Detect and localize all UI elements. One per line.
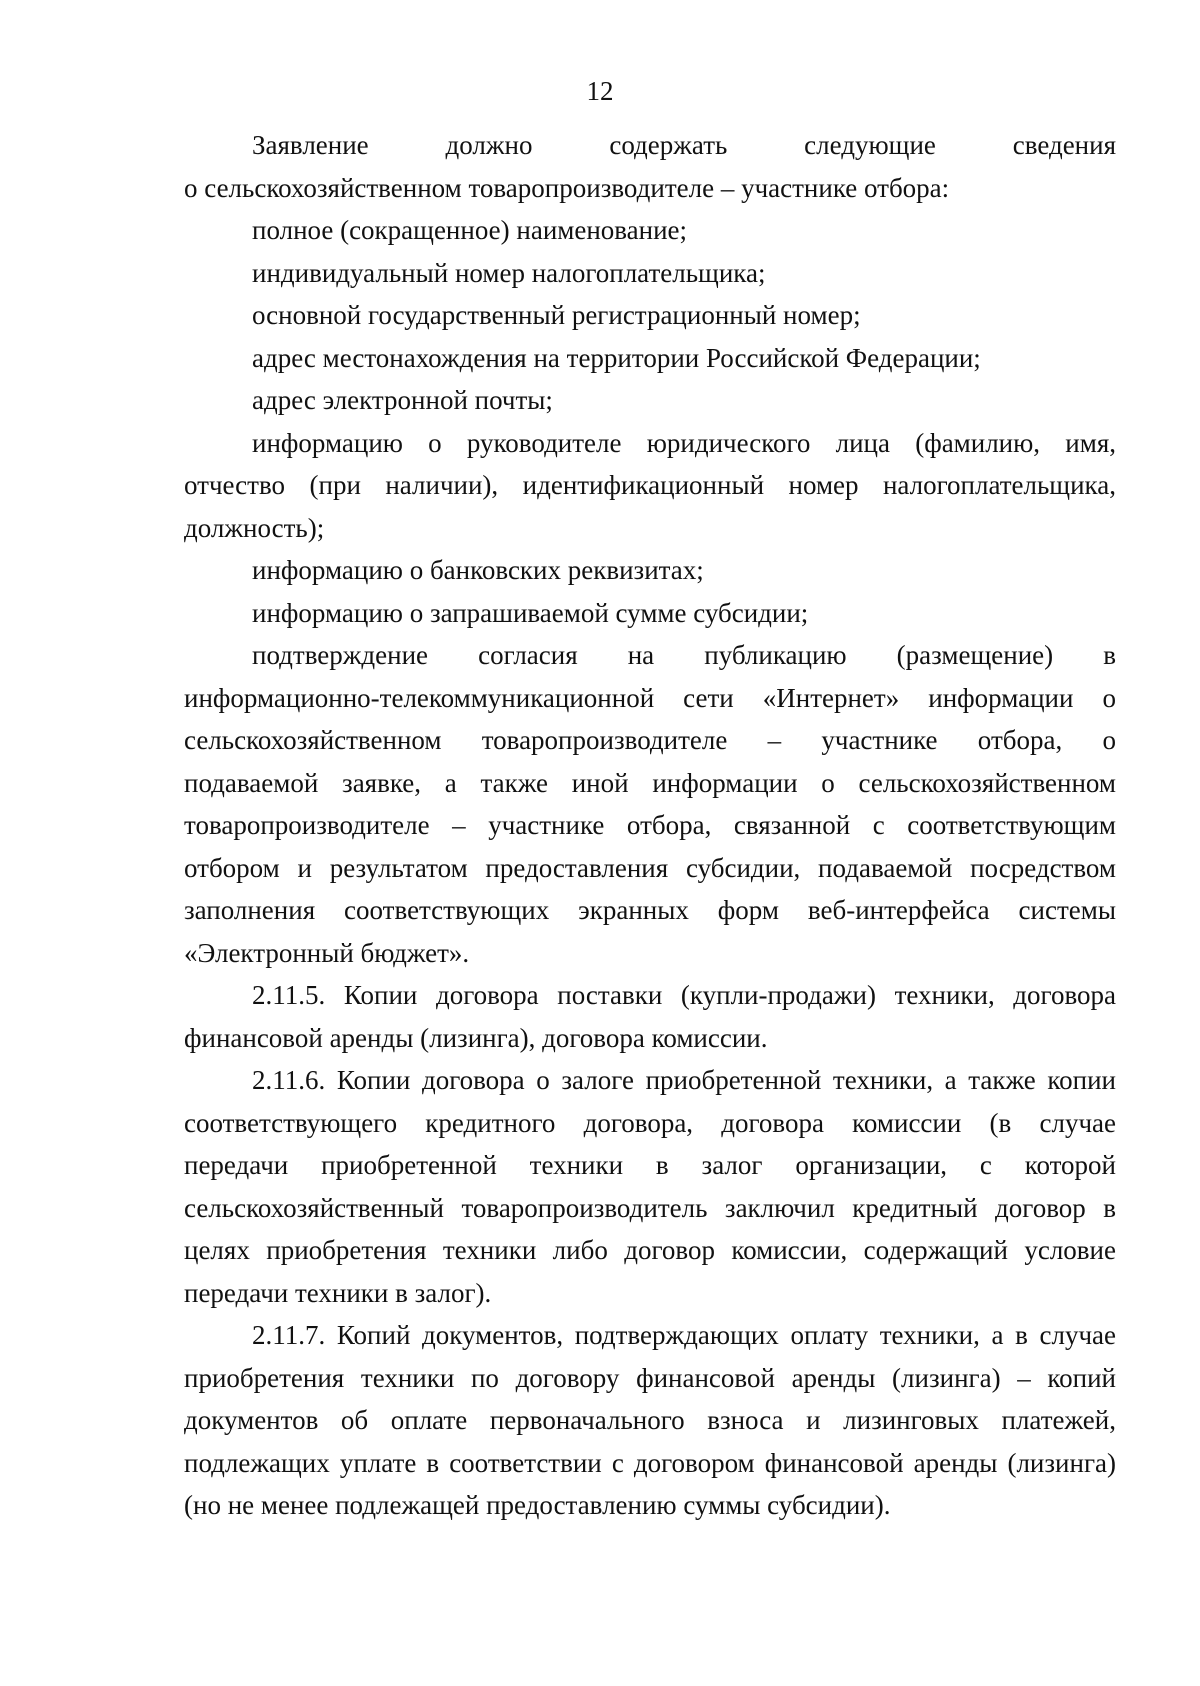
paragraph-2-11-7-line-2: приобретения техники по договору финансовой аренды (лизинга) – копий [184,1362,1116,1393]
list-item-inn: индивидуальный номер налогоплательщика; [252,257,766,288]
list-item-subsidy-amount: информацию о запрашиваемой сумме субсидии; [252,597,809,628]
intro-line-1: Заявление должно содержать следующие сведения [252,130,1116,160]
list-item-consent-line-7: заполнения соответствующих экранных форм веб-интерфейса системы [184,895,1116,925]
list-item-consent-line-4: подаваемой заявке, а также иной информации о сельскохозяйственном [184,767,1116,798]
list-item-consent-line-1: подтверждение согласия на публикацию (размещение) в [252,640,1116,670]
list-item-ogrn: основной государственный регистрационный номер; [252,300,861,330]
list-item-address: адрес местонахождения на территории Российской Федерации; [252,342,981,373]
list-item-full-name: полное (сокращенное) наименование; [252,215,688,245]
paragraph-2-11-6-line-5: целях приобретения техники либо договор комиссии, содержащий условие [184,1235,1116,1265]
intro-line-2: о сельскохозяйственном товаропроизводителе – участнике отбора: [184,172,950,203]
paragraph-2-11-6-line-4: сельскохозяйственный товаропроизводитель заключил кредитный договор в [184,1192,1116,1223]
list-item-bank-details: информацию о банковских реквизитах; [252,555,704,585]
paragraph-2-11-7-line-3: документов об оплате первоначального взноса и лизинговых платежей, [184,1405,1116,1435]
list-item-consent-line-5: товаропроизводителе – участнике отбора, связанной с соответствующим [184,810,1116,840]
paragraph-2-11-6-line-6: передачи техники в залог). [184,1277,492,1308]
paragraph-2-11-5-line-2: финансовой аренды (лизинга), договора комиссии. [184,1022,768,1053]
paragraph-2-11-7-line-4: подлежащих уплате в соответствии с договором финансовой аренды (лизинга) [184,1447,1116,1478]
list-item-head-info-line-2: отчество (при наличии), идентификационный номер налогоплательщика, [184,470,1116,500]
paragraph-2-11-6-line-3: передачи приобретенной техники в залог организации, с которой [184,1150,1116,1180]
list-item-email: адрес электронной почты; [252,385,553,415]
document-body [184,124,1116,1527]
list-item-consent-line-8: «Электронный бюджет». [184,937,470,968]
list-item-consent-line-6: отбором и результатом предоставления субсидии, подаваемой посредством [184,852,1116,883]
list-item-head-info-line-1: информацию о руководителе юридического лица (фамилию, имя, [252,427,1116,458]
list-item-consent-line-3: сельскохозяйственном товаропроизводителе – участнике отбора, о [184,725,1116,755]
paragraph-2-11-7-line-1: 2.11.7. Копий документов, подтверждающих оплату техники, а в случае [252,1320,1116,1350]
list-item-head-info-line-3: должность); [184,512,325,543]
paragraph-2-11-5-line-1: 2.11.5. Копии договора поставки (купли-продажи) техники, договора [252,980,1116,1010]
paragraph-2-11-7-line-5: (но не менее подлежащей предоставлению суммы субсидии). [184,1490,891,1520]
paragraph-2-11-6-line-2: соответствующего кредитного договора, договора комиссии (в случае [184,1107,1116,1138]
paragraph-2-11-6-line-1: 2.11.6. Копии договора о залоге приобретенной техники, а также копии [252,1065,1116,1095]
list-item-consent-line-2: информационно-телекоммуникационной сети «Интернет» информации о [184,682,1116,713]
page-number: 12 [586,76,614,106]
